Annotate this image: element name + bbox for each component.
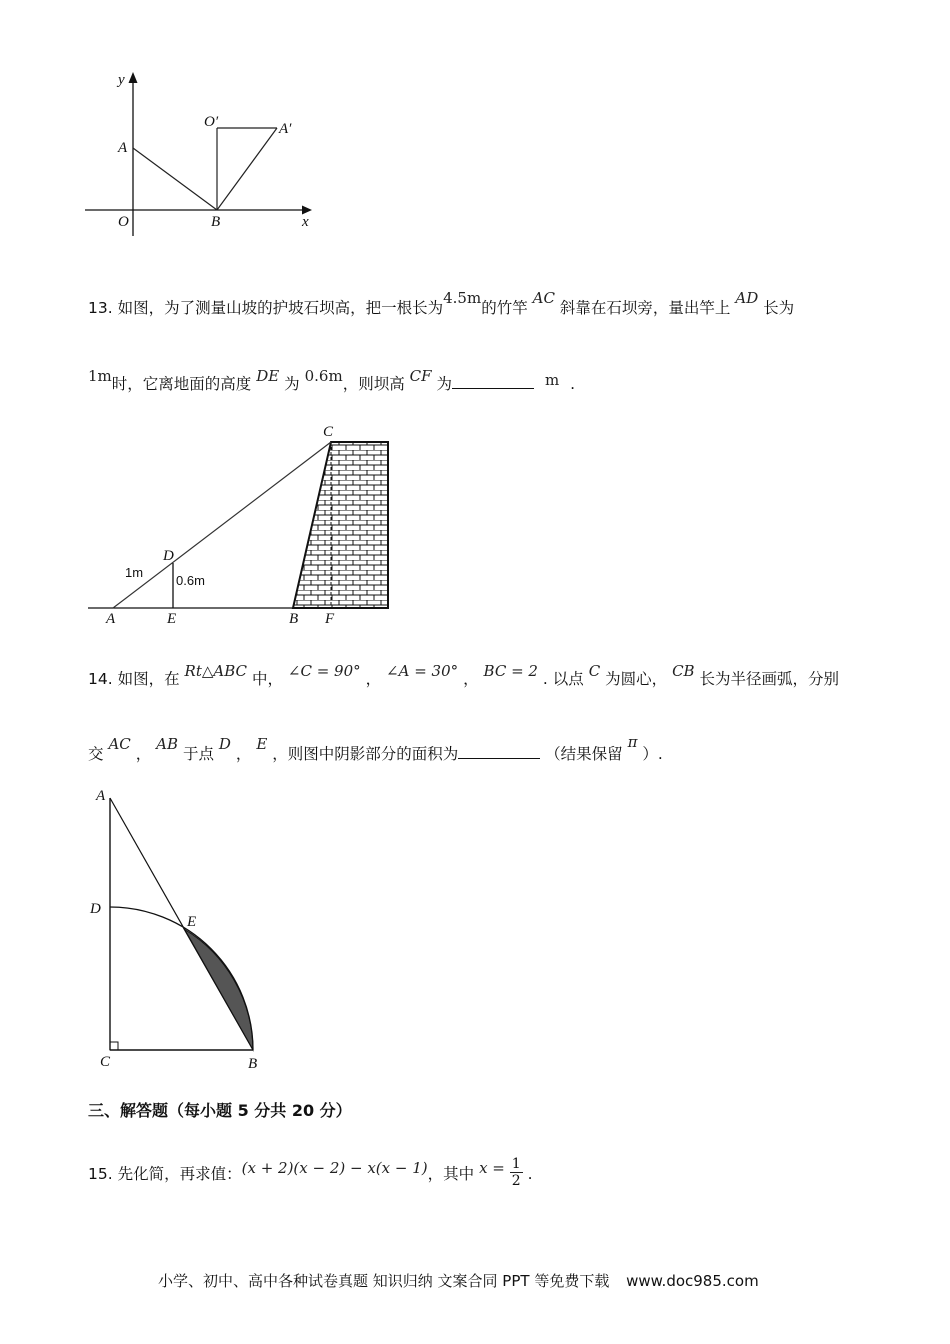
y-axis-arrow-icon — [129, 72, 138, 83]
q15-math-fraction — [510, 1156, 523, 1189]
q14-math-angle-A: ∠A = 30° — [386, 662, 459, 680]
q14-math-BC: BC = 2 — [483, 662, 538, 680]
q14-text-8: ，则图中阴影部分的面积为 — [272, 745, 459, 763]
q13-math-AD: AD — [735, 289, 759, 307]
q14-text-4: 为圆心， — [605, 670, 668, 688]
q14-comma-1: ， — [365, 670, 382, 688]
label-x: x — [302, 214, 309, 230]
label-A: A — [118, 140, 128, 156]
q14-number: 14. — [88, 670, 113, 688]
q15-text-1: 先化简，再求值： — [117, 1165, 242, 1183]
q15-denominator: 2 — [511, 1173, 521, 1189]
section-3-heading: 三、解答题（每小题 5 分共 20 分） — [88, 1101, 352, 1120]
label-C: C — [323, 424, 334, 440]
question-13-line-1 — [88, 289, 795, 318]
label-B: B — [289, 611, 299, 627]
q14-text-2: 中， — [251, 670, 283, 688]
q14-text-5: 长为半径画弧，分别 — [699, 670, 840, 688]
q14-comma-4: ， — [235, 745, 252, 763]
q14-math-pi: π — [627, 733, 638, 751]
q13-math-1m: 1m — [88, 367, 112, 385]
q13-math-AC: AC — [532, 289, 555, 307]
label-y: y — [118, 72, 125, 88]
question-13-line-2 — [88, 367, 576, 394]
label-O-prime: O′ — [204, 114, 219, 130]
q13-text-1: 如图，为了测量山坡的护坡石坝高，把一根长为 — [117, 299, 444, 317]
label-1m: 1m — [125, 565, 144, 580]
q13-end: . — [570, 375, 576, 393]
q14-text-9: （结果保留 — [545, 745, 623, 763]
label-B: B — [248, 1056, 258, 1072]
page-footer — [158, 1270, 759, 1291]
q13-text-3: 斜靠在石坝旁，量出竿上 — [559, 299, 731, 317]
q14-math-E: E — [256, 735, 268, 753]
q14-math-triangle: Rt△ABC — [184, 662, 248, 680]
question-15 — [88, 1158, 533, 1191]
label-A: A — [96, 788, 106, 804]
label-E: E — [187, 914, 197, 930]
q13-text-8: 为 — [436, 375, 452, 393]
q13-math-CF: CF — [409, 367, 432, 385]
q14-comma-2: ， — [463, 670, 479, 688]
q14-math-AC: AC — [108, 735, 131, 753]
figure-13-dam-diagram — [84, 420, 404, 630]
q15-number: 15. — [88, 1165, 113, 1183]
q13-text-2: 的竹竿 — [481, 299, 528, 317]
segment-AB — [133, 148, 217, 210]
figure-12-coordinate-diagram — [80, 66, 330, 236]
label-C: C — [100, 1054, 111, 1070]
q14-text-3: . 以点 — [542, 670, 584, 688]
q13-number: 13. — [88, 299, 113, 317]
label-O: O — [118, 214, 129, 230]
q13-math-06: 0.6m — [304, 367, 343, 385]
footer-site-link[interactable]: www.doc985.com — [626, 1272, 759, 1290]
label-0.6m: 0.6m — [176, 573, 205, 588]
q14-math-C: C — [588, 662, 601, 680]
side-AB — [110, 798, 253, 1050]
q15-math-expression: (x + 2)(x − 2) − x(x − 1) — [241, 1159, 428, 1177]
q14-math-D: D — [218, 735, 231, 753]
q13-unit: m — [544, 371, 560, 389]
segment-A-prime-B — [217, 128, 277, 210]
q14-math-AB: AB — [156, 735, 179, 753]
q14-math-angle-C: ∠C = 90° — [287, 662, 361, 680]
right-angle-mark-icon — [110, 1042, 118, 1050]
q15-numerator: 1 — [511, 1156, 521, 1172]
figure-14-arc-diagram — [86, 784, 276, 1074]
q14-text-1: 如图，在 — [117, 670, 180, 688]
label-D: D — [90, 901, 101, 917]
q15-math-x-equals: x = — [479, 1159, 505, 1177]
q15-end: . — [527, 1165, 533, 1183]
q13-text-6: 为 — [284, 375, 300, 393]
q13-math-DE: DE — [256, 367, 280, 385]
label-E: E — [167, 611, 177, 627]
q14-text-6: 交 — [88, 745, 104, 763]
label-A-prime: A′ — [279, 121, 292, 137]
q14-text-7: 于点 — [182, 745, 214, 763]
label-D: D — [163, 548, 174, 564]
label-B: B — [211, 214, 221, 230]
q13-answer-blank[interactable] — [452, 374, 534, 389]
q13-text-5: 时，它离地面的高度 — [111, 375, 252, 393]
dam-wall — [293, 442, 388, 608]
q13-text-7: ，则坝高 — [342, 375, 405, 393]
footer-text: 小学、初中、高中各种试卷真题 知识归纳 文案合同 PPT 等免费下载 — [158, 1272, 610, 1290]
question-14-line-1 — [88, 662, 840, 689]
q14-answer-blank[interactable] — [458, 744, 540, 759]
q13-text-4: 长为 — [763, 299, 795, 317]
q14-comma-3: ， — [135, 745, 152, 763]
q15-text-2: ，其中 — [427, 1165, 475, 1183]
question-14-line-2 — [88, 733, 663, 764]
q13-math-length: 4.5m — [443, 289, 482, 307]
q14-text-10: ）. — [642, 745, 663, 763]
label-A: A — [106, 611, 116, 627]
label-F: F — [325, 611, 335, 627]
q14-math-CB: CB — [672, 662, 695, 680]
